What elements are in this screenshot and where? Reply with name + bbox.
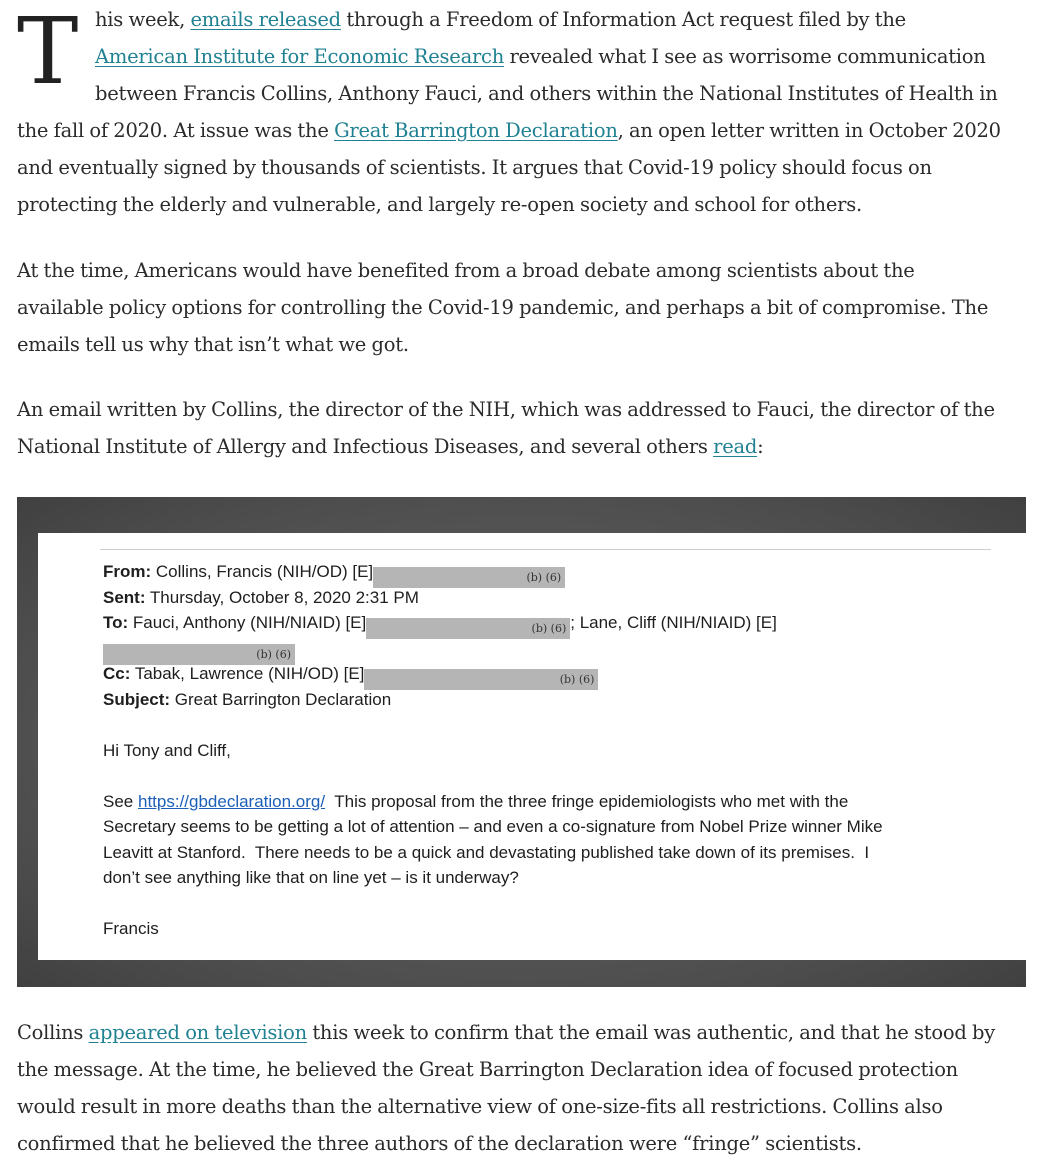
text-line: protecting the elderly and vulnerable, and largely re-open society and school for others. (17, 193, 862, 216)
text-line: the fall of 2020. At issue was the Great Barrington Declaration, an open letter written in October 2020 (17, 119, 1001, 142)
email-body-line: Secretary seems to be getting a lot of attention – and even a co-signature from Nobel Prize winner Mike (103, 817, 883, 836)
text-line: available policy options for controlling the Covid-19 pandemic, and perhaps a bit of compromise. The (17, 296, 989, 319)
paragraph-debate (17, 252, 1057, 363)
email-from-line: From: Collins, Francis (NIH/OD) [E] (b) (6) (103, 559, 1003, 585)
email-subject-line: Subject: Great Barrington Declaration (103, 689, 392, 709)
text-line: confirmed that he believed the three authors of the declaration were “fringe” scientists. (17, 1132, 862, 1155)
email-cc-line: Cc: Tabak, Lawrence (NIH/OD) [E] (b) (6) (103, 661, 1003, 687)
redaction-box: (b) (6) (373, 567, 565, 588)
gbd-link[interactable]: Great Barrington Declaration (334, 119, 618, 142)
email-to-continuation (103, 636, 1003, 662)
email-sent-line: Sent: Thursday, October 8, 2020 2:31 PM (103, 587, 419, 607)
paragraph-collins-tv (17, 1014, 1057, 1162)
text-line: the message. At the time, he believed the Great Barrington Declaration idea of focused protection (17, 1058, 958, 1081)
email-body-line: See https://gbdeclaration.org/ This proposal from the three fringe epidemiologists who met with the (103, 791, 849, 811)
email-content (103, 559, 1003, 942)
aier-link[interactable]: American Institute for Economic Research (95, 45, 505, 68)
text-line: would result in more deaths than the alternative view of one-size-fits all restrictions. Collins also (17, 1095, 943, 1118)
text-line: National Institute of Allergy and Infectious Diseases, and several others read: (17, 435, 764, 458)
paragraph-intro (17, 1, 1057, 223)
text-line: American Institute for Economic Research revealed what I see as worrisome communication (95, 45, 986, 68)
email-screenshot-figure (17, 497, 1026, 987)
divider (100, 549, 991, 550)
email-signature: Francis (103, 919, 159, 938)
email-greeting: Hi Tony and Cliff, (103, 740, 231, 760)
text-line: An email written by Collins, the director of the NIH, which was addressed to Fauci, the director of the (17, 398, 995, 421)
email-to-line: To: Fauci, Anthony (NIH/NIAID) [E] (b) (6) ; Lane, Cliff (NIH/NIAID) [E] (103, 610, 1003, 636)
text-line: Collins appeared on television this week to confirm that the email was authentic, and that he stood by (17, 1021, 996, 1044)
text-line: At the time, Americans would have benefited from a broad debate among scientists about the (17, 259, 915, 282)
read-link[interactable]: read (713, 435, 758, 458)
text-line: between Francis Collins, Anthony Fauci, and others within the National Institutes of Health in (95, 82, 998, 105)
email-body-line: Leavitt at Stanford. There needs to be a quick and devastating published take down of its premises. I (103, 842, 870, 862)
email-body-line: don’t see anything like that on line yet – is it underway? (103, 868, 519, 887)
gbdeclaration-link[interactable]: https://gbdeclaration.org/ (137, 791, 326, 811)
redaction-box: (b) (6) (364, 669, 598, 690)
appeared-on-television-link[interactable]: appeared on television (88, 1021, 307, 1044)
drop-cap: T (17, 0, 79, 105)
paragraph-email-intro (17, 391, 1057, 465)
redaction-box: (b) (6) (103, 644, 295, 665)
emails-released-link[interactable]: emails released (190, 8, 341, 31)
text-line: his week, emails released through a Freedom of Information Act request filed by the (95, 8, 906, 31)
text-line: and eventually signed by thousands of scientists. It argues that Covid-19 policy should focus on (17, 156, 932, 179)
text-line: emails tell us why that isn’t what we got. (17, 333, 409, 356)
redaction-box: (b) (6) (366, 618, 570, 639)
email-sheet (38, 533, 1033, 960)
